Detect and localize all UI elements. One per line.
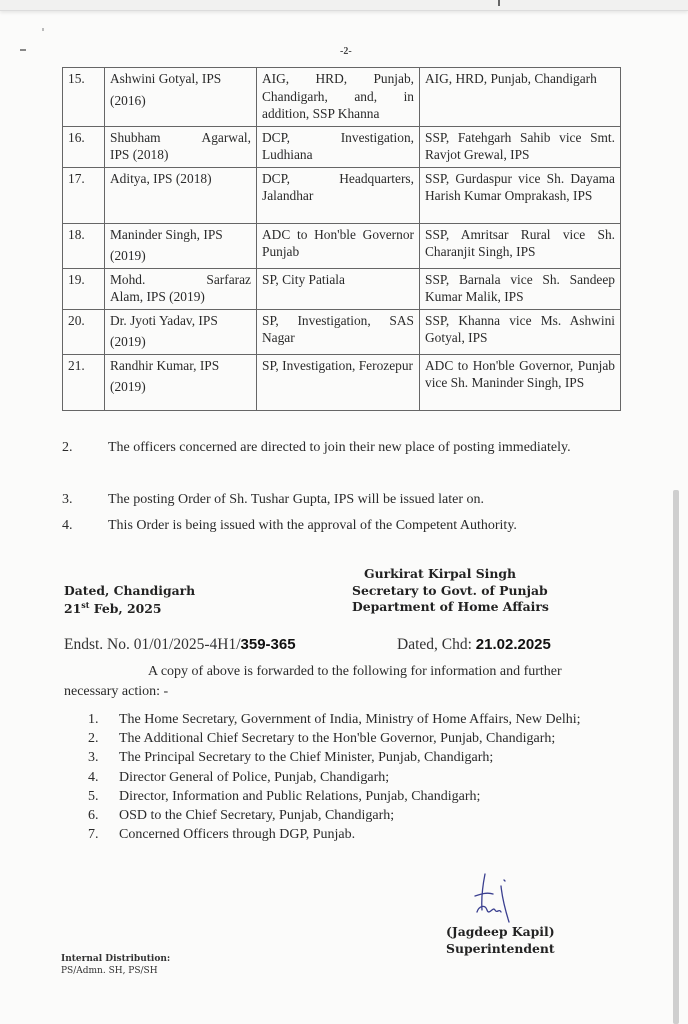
scrollbar[interactable] [673, 490, 679, 1024]
officer-batch: (2016) [110, 92, 146, 108]
officer-name: Aditya, IPS (2018) [105, 167, 257, 223]
signatory-title: Superintendent [446, 940, 555, 956]
officer-batch: (2019) [110, 379, 146, 394]
table-row [63, 354, 621, 410]
list-item [88, 806, 618, 825]
copy-forwarded-intro [64, 662, 617, 701]
list-text: The Home Secretary, Government of India, Ministry of Home Affairs, New Delhi; [119, 712, 581, 727]
date-day-suffix: st [81, 600, 90, 610]
table-row [63, 68, 621, 127]
list-text: Director General of Police, Punjab, Chandigarh; [119, 769, 390, 785]
present-posting: SP, Investigation, Ferozepur [257, 354, 420, 410]
paragraph-text: The posting Order of Sh. Tushar Gupta, IPS will be issued later on. [108, 492, 485, 507]
officer-name-text: Mohd. Sarfaraz [110, 271, 251, 287]
endorsement-prefix: Endst. No. 01/01/2025-4H1/ [64, 636, 241, 653]
handwritten-signature-icon [465, 872, 515, 928]
officer-batch: IPS (2018) [110, 147, 169, 162]
serial-number: 20. [63, 309, 105, 354]
list-item [88, 787, 618, 806]
list-text: Director, Information and Public Relations, Punjab, Chandigarh; [119, 788, 481, 804]
new-posting: SSP, Barnala vice Sh. Sandeep Kumar Malik, IPS [420, 268, 621, 309]
copy-intro-text: A copy of above is forwarded to the following for information and further necessary action: - [64, 664, 562, 699]
dated-date [64, 598, 195, 616]
serial-number: 21. [63, 354, 105, 410]
present-posting: SP, City Patiala [257, 268, 420, 309]
internal-distribution-heading: Internal Distribution: [61, 954, 171, 964]
paragraph-2 [62, 437, 624, 459]
present-posting: ADC to Hon'ble Governor Punjab [257, 223, 420, 268]
list-number: 1. [88, 712, 99, 727]
list-text: OSD to the Chief Secretary, Punjab, Chandigarh; [119, 808, 395, 824]
list-number: 6. [88, 808, 99, 824]
scan-speck [42, 28, 44, 31]
internal-distribution [61, 953, 170, 977]
list-number: 2. [88, 731, 99, 747]
issuer-department: Department of Home Affairs [352, 599, 549, 614]
signatory-name: (Jagdeep Kapil) [446, 924, 555, 939]
officer-name [105, 126, 257, 167]
officer-name [105, 68, 257, 127]
present-posting: AIG, HRD, Punjab, Chandigarh, and, in addition, SSP Khanna [257, 68, 420, 127]
list-text: Concerned Officers through DGP, Punjab. [119, 827, 356, 843]
date-rest: Feb, 2025 [89, 601, 162, 617]
paragraph-number: 3. [62, 492, 73, 507]
present-posting: DCP, Headquarters, Jalandhar [257, 167, 420, 223]
serial-number: 16. [63, 126, 105, 167]
present-posting: DCP, Investigation, Ludhiana [257, 126, 420, 167]
endorsement-date-group [397, 636, 551, 654]
officer-batch: Alam, IPS (2019) [110, 289, 205, 304]
issuer-block [352, 566, 549, 616]
endorsement-line [64, 636, 551, 654]
endorsement-dated-label: Dated, Chd: [397, 636, 476, 653]
page-number: -2- [340, 46, 352, 57]
serial-number: 17. [63, 167, 105, 223]
issuer-name: Gurkirat Kirpal Singh [364, 566, 517, 581]
new-posting: SSP, Khanna vice Ms. Ashwini Gotyal, IPS [420, 309, 621, 354]
list-number: 4. [88, 769, 99, 785]
serial-number: 18. [63, 223, 105, 268]
list-item [88, 768, 618, 787]
officer-name [105, 223, 257, 268]
table-row [63, 268, 621, 309]
top-edge-mark [498, 0, 500, 6]
list-number: 7. [88, 827, 99, 843]
new-posting: AIG, HRD, Punjab, Chandigarh [420, 68, 621, 127]
officer-name [105, 309, 257, 354]
recipients-list [88, 710, 618, 844]
officer-batch: (2019) [110, 248, 146, 263]
list-item [88, 748, 618, 767]
list-number: 5. [88, 788, 99, 804]
internal-distribution-list: PS/Admn. SH, PS/SH [61, 966, 158, 976]
serial-number: 19. [63, 268, 105, 309]
present-posting: SP, Investigation, SAS Nagar [257, 309, 420, 354]
list-number: 3. [88, 750, 99, 766]
dated-place: Dated, Chandigarh [64, 583, 196, 598]
endorsement-range: 359-365 [240, 636, 296, 653]
signatory-block [446, 924, 555, 957]
paragraph-4 [62, 515, 624, 537]
officer-name [105, 354, 257, 410]
table-row [63, 309, 621, 354]
top-edge-band [0, 0, 688, 11]
officer-name-text: Maninder Singh, IPS [110, 226, 223, 242]
postings-table [62, 67, 621, 411]
dated-place-block [64, 583, 195, 616]
serial-number: 15. [63, 68, 105, 127]
table-row [63, 167, 621, 223]
new-posting: SSP, Fatehgarh Sahib vice Smt. Ravjot Grewal, IPS [420, 126, 621, 167]
paragraph-text: The officers concerned are directed to join their new place of posting immediately. [108, 440, 571, 455]
paragraph-text: This Order is being issued with the approval of the Competent Authority. [108, 518, 517, 533]
new-posting: ADC to Hon'ble Governor, Punjab vice Sh. Maninder Singh, IPS [420, 354, 621, 410]
list-item [88, 729, 618, 748]
list-text: The Additional Chief Secretary to the Hon'ble Governor, Punjab, Chandigarh; [119, 731, 556, 747]
scan-speck [20, 49, 26, 51]
list-item [88, 825, 618, 844]
table-row [63, 223, 621, 268]
new-posting: SSP, Amritsar Rural vice Sh. Charanjit Singh, IPS [420, 223, 621, 268]
officer-batch: (2019) [110, 334, 146, 349]
officer-name [105, 268, 257, 309]
endorsement-date: 21.02.2025 [475, 636, 551, 653]
date-day: 21 [64, 601, 82, 617]
officer-name-text: Shubham Agarwal, [110, 129, 251, 145]
issuer-title: Secretary to Govt. of Punjab [352, 582, 548, 598]
officer-name-text: Ashwini Gotyal, IPS [110, 71, 222, 86]
officer-name-text: Randhir Kumar, IPS [110, 357, 220, 373]
new-posting: SSP, Gurdaspur vice Sh. Dayama Harish Kumar Omprakash, IPS [420, 167, 621, 223]
officer-name-text: Dr. Jyoti Yadav, IPS [110, 312, 218, 328]
paragraph-number: 4. [62, 518, 73, 533]
paragraph-3 [62, 489, 624, 511]
paragraph-number: 2. [62, 440, 73, 455]
list-text: The Principal Secretary to the Chief Minister, Punjab, Chandigarh; [119, 750, 494, 766]
table-row [63, 126, 621, 167]
list-item [88, 710, 618, 729]
